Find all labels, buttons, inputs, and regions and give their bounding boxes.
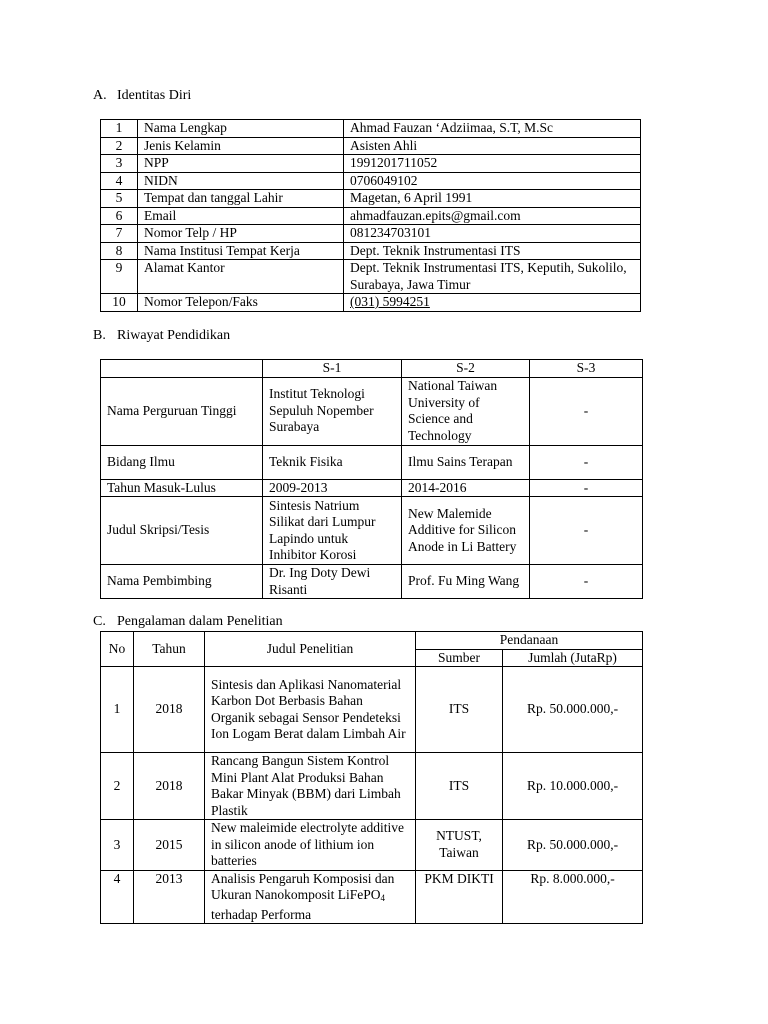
research-source: ITS <box>416 667 503 753</box>
identity-label: Jenis Kelamin <box>138 137 344 155</box>
identity-label: Nama Lengkap <box>138 120 344 138</box>
section-b-text: Riwayat Pendidikan <box>117 328 231 343</box>
education-s1: Teknik Fisika <box>263 445 402 479</box>
research-amount: Rp. 50.000.000,- <box>503 667 643 753</box>
research-no: 3 <box>101 820 134 871</box>
education-s1: Institut Teknologi Sepuluh Nopember Surabaya <box>263 377 402 445</box>
identity-value: (031) 5994251 <box>344 294 641 312</box>
education-row <box>101 377 643 445</box>
identity-row <box>101 172 641 190</box>
research-no: 1 <box>101 667 134 753</box>
research-year: 2018 <box>134 667 205 753</box>
education-s2: 2014-2016 <box>402 479 530 497</box>
research-header-title: Judul Penelitian <box>205 632 416 667</box>
identity-row <box>101 137 641 155</box>
education-label: Nama Pembimbing <box>101 565 263 599</box>
education-header-row <box>101 360 643 378</box>
identity-no: 6 <box>101 207 138 225</box>
identity-row <box>101 260 641 294</box>
section-b-title <box>93 328 230 344</box>
identity-value: 0706049102 <box>344 172 641 190</box>
education-row <box>101 479 643 497</box>
education-header-s1: S-1 <box>263 360 402 378</box>
research-source: NTUST, Taiwan <box>416 820 503 871</box>
identity-no: 1 <box>101 120 138 138</box>
education-header-blank <box>101 360 263 378</box>
section-a-letter: A. <box>93 88 107 103</box>
identity-no: 4 <box>101 172 138 190</box>
identity-row <box>101 294 641 312</box>
identity-row <box>101 120 641 138</box>
research-source: ITS <box>416 753 503 820</box>
education-s1: 2009-2013 <box>263 479 402 497</box>
identity-value: Dept. Teknik Instrumentasi ITS <box>344 242 641 260</box>
research-title-subscript: 4 <box>380 893 385 903</box>
identity-row <box>101 190 641 208</box>
research-year: 2018 <box>134 753 205 820</box>
research-title-part: terhadap Performa <box>211 906 312 922</box>
research-row <box>101 820 643 871</box>
research-header-no: No <box>101 632 134 667</box>
identity-no: 8 <box>101 242 138 260</box>
identity-value: ahmadfauzan.epits@gmail.com <box>344 207 641 225</box>
identity-label: Alamat Kantor <box>138 260 344 294</box>
education-header-s3: S-3 <box>530 360 643 378</box>
identity-label: Email <box>138 207 344 225</box>
education-s2: National Taiwan University of Science and Technology <box>402 377 530 445</box>
research-title: New maleimide electrolyte additive in silicon anode of lithium ion batteries <box>205 820 416 871</box>
research-title: Rancang Bangun Sistem Kontrol Mini Plant Alat Produksi Bahan Bakar Minyak (BBM) dari Limbah Plastik <box>205 753 416 820</box>
section-a-text: Identitas Diri <box>117 88 192 103</box>
identity-row <box>101 225 641 243</box>
research-amount: Rp. 10.000.000,- <box>503 753 643 820</box>
identity-row <box>101 155 641 173</box>
research-title <box>205 870 416 924</box>
section-a-title <box>93 88 191 104</box>
identity-value: Ahmad Fauzan ‘Adziimaa, S.T, M.Sc <box>344 120 641 138</box>
research-no: 2 <box>101 753 134 820</box>
education-row <box>101 445 643 479</box>
identity-label: Nomor Telepon/Faks <box>138 294 344 312</box>
section-b-letter: B. <box>93 328 106 343</box>
section-c-letter: C. <box>93 614 106 629</box>
education-s2: Ilmu Sains Terapan <box>402 445 530 479</box>
research-year: 2013 <box>134 870 205 924</box>
identity-no: 10 <box>101 294 138 312</box>
research-title-part: Analisis Pengaruh Komposisi dan Ukuran Nanokomposit LiFePO <box>211 870 395 902</box>
education-row <box>101 565 643 599</box>
identity-value: Asisten Ahli <box>344 137 641 155</box>
section-c-text: Pengalaman dalam Penelitian <box>117 614 283 629</box>
education-s3: - <box>530 377 643 445</box>
identity-value: Dept. Teknik Instrumentasi ITS, Keputih, Sukolilo, Surabaya, Jawa Timur <box>344 260 641 294</box>
identity-row <box>101 242 641 260</box>
education-s1: Dr. Ing Doty Dewi Risanti <box>263 565 402 599</box>
education-label: Tahun Masuk-Lulus <box>101 479 263 497</box>
identity-no: 5 <box>101 190 138 208</box>
identity-value: 081234703101 <box>344 225 641 243</box>
education-label: Judul Skripsi/Tesis <box>101 497 263 565</box>
education-s2: New Malemide Additive for Silicon Anode in Li Battery <box>402 497 530 565</box>
identity-label: Nama Institusi Tempat Kerja <box>138 242 344 260</box>
education-header-s2: S-2 <box>402 360 530 378</box>
research-no: 4 <box>101 870 134 924</box>
identity-label: NPP <box>138 155 344 173</box>
research-header-row <box>101 632 643 650</box>
identity-value: 1991201711052 <box>344 155 641 173</box>
identity-no: 9 <box>101 260 138 294</box>
research-header-funding: Pendanaan <box>416 632 643 650</box>
research-title: Sintesis dan Aplikasi Nanomaterial Karbon Dot Berbasis Bahan Organik sebagai Sensor Pendeteksi Ion Logam Berat dalam Limbah Air <box>205 667 416 753</box>
identity-label: NIDN <box>138 172 344 190</box>
identity-table <box>100 119 641 312</box>
research-amount: Rp. 50.000.000,- <box>503 820 643 871</box>
identity-value: Magetan, 6 April 1991 <box>344 190 641 208</box>
research-row <box>101 753 643 820</box>
section-c-title <box>93 614 283 630</box>
identity-row <box>101 207 641 225</box>
research-header-source: Sumber <box>416 649 503 667</box>
identity-no: 2 <box>101 137 138 155</box>
research-row <box>101 870 643 924</box>
research-table <box>100 631 643 924</box>
research-year: 2015 <box>134 820 205 871</box>
identity-label: Nomor Telp / HP <box>138 225 344 243</box>
education-label: Bidang Ilmu <box>101 445 263 479</box>
education-label: Nama Perguruan Tinggi <box>101 377 263 445</box>
identity-no: 3 <box>101 155 138 173</box>
education-s3: - <box>530 445 643 479</box>
research-amount: Rp. 8.000.000,- <box>503 870 643 924</box>
identity-no: 7 <box>101 225 138 243</box>
education-s2: Prof. Fu Ming Wang <box>402 565 530 599</box>
education-s3: - <box>530 565 643 599</box>
research-header-year: Tahun <box>134 632 205 667</box>
education-row <box>101 497 643 565</box>
education-table <box>100 359 643 599</box>
identity-label: Tempat dan tanggal Lahir <box>138 190 344 208</box>
education-s3: - <box>530 479 643 497</box>
research-source: PKM DIKTI <box>416 870 503 924</box>
education-s3: - <box>530 497 643 565</box>
research-row <box>101 667 643 753</box>
education-s1: Sintesis Natrium Silikat dari Lumpur Lapindo untuk Inhibitor Korosi <box>263 497 402 565</box>
research-header-amount: Jumlah (JutaRp) <box>503 649 643 667</box>
